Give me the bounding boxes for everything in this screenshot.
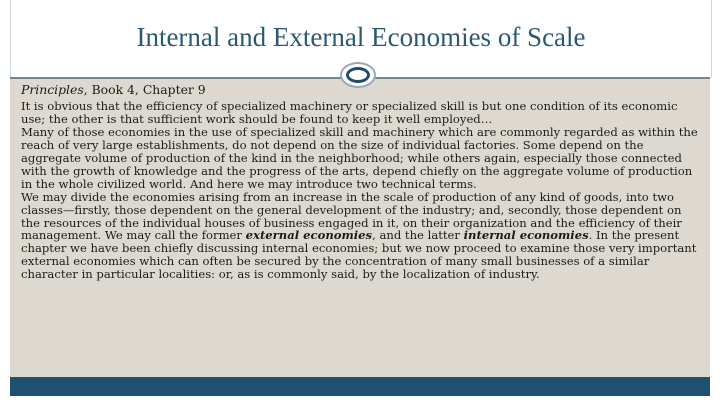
term-external-economies: external economies (245, 228, 373, 243)
paragraph-3-part-3: . In the present chapter we have been chiefly discussing internal economies; but we now proceed to examine those very important external economies which can often be secured by the concentration of many small businesses of a similar character in particular localities: or, as is commonly said, by the localization of industry. (21, 228, 697, 282)
source-citation (21, 84, 701, 97)
paragraph-2: Many of those economies in the use of specialized skill and machinery which are commonly regarded as within the reach of very large establishments, do not depend on the size of individual factories. Some depend on the aggregate volume of production of the kind in the neighborhood; while others again, especially those connected with the growth of knowledge and the progress of the arts, depend chiefly on the aggregate volume of production in the whole civilized world. And here we may introduce two technical terms. (21, 124, 698, 191)
paragraph-3-part-2: , and the latter (372, 228, 464, 243)
source-book-title: Principles (21, 82, 84, 97)
paragraph-3-part-1: We may divide the economies arising from an increase in the scale of production of any kind of goods, into two classes—firstly, those dependent on the general development of the industry; and, secondly, those dependent on the resources of the individual houses of business engaged in it, on their organization and the efficiency of their management. We may call the former (21, 189, 682, 243)
paragraph-1: It is obvious that the efficiency of specialized machinery or specialized skill is but one condition of its economic use; the other is that sufficient work should be found to keep it well employed… (21, 98, 678, 126)
source-chapter: , Book 4, Chapter 9 (83, 82, 206, 97)
slide-content (21, 84, 701, 281)
slide-title: Internal and External Economies of Scale (136, 22, 586, 52)
term-internal-economies: internal economies (463, 228, 589, 243)
footer-bar (10, 377, 710, 396)
paragraph-3 (21, 191, 701, 282)
